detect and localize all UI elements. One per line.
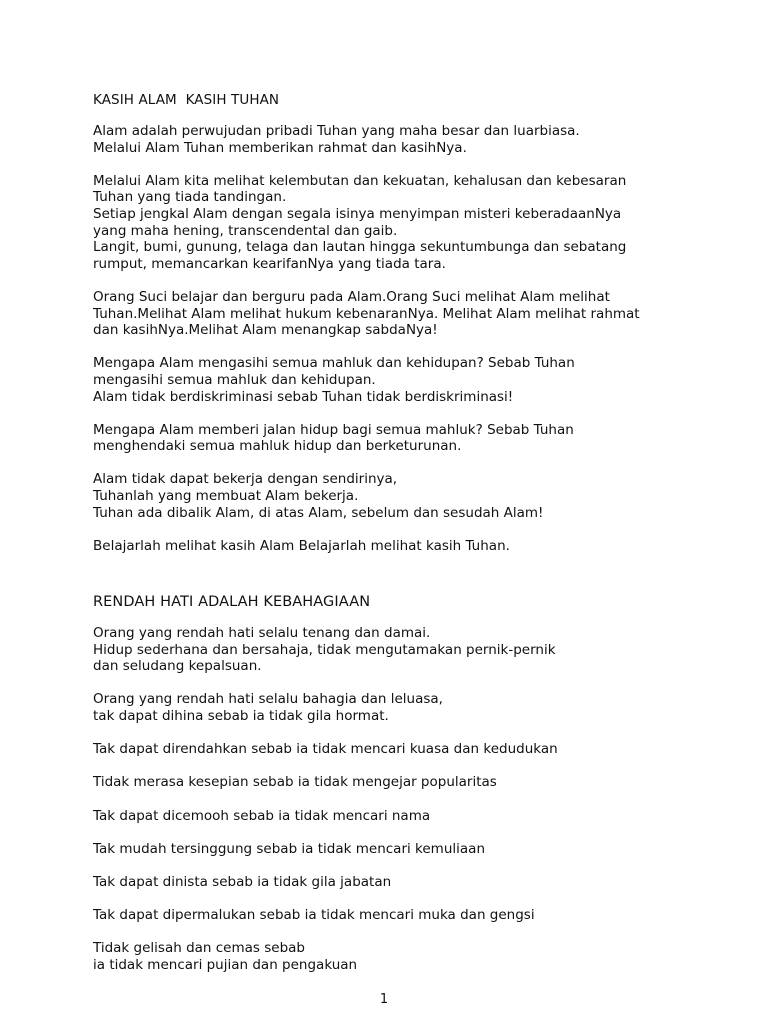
paragraph: Orang yang rendah hati selalu tenang dan damai. Hidup sederhana dan bersahaja, tidak mengutamakan pernik-pernik dan seludang kepalsuan.: [93, 625, 556, 675]
paragraph: Tak dapat dicemooh sebab ia tidak mencari nama: [93, 807, 431, 824]
paragraph: Melalui Alam kita melihat kelembutan dan kekuatan, kehalusan dan kebesaran Tuhan yang tiada tandingan. Setiap jengkal Alam dengan segala isinya menyimpan misteri keberadaanNya yang maha hening, transcendental dan gaib. Langit, bumi, gunung, telaga dan lautan hingga sekuntumbunga dan sebatang rumput, memancarkan kearifanNya yang tiada tara.: [93, 172, 627, 272]
document-body: [93, 92, 733, 974]
section-title-rendah-hati: RENDAH HATI ADALAH KEBAHAGIAAN: [93, 594, 371, 611]
paragraph: Tak mudah tersinggung sebab ia tidak mencari kemuliaan: [93, 840, 485, 857]
section-title-kasih-alam: KASIH ALAM KASIH TUHAN: [93, 92, 280, 108]
paragraph: Alam adalah perwujudan pribadi Tuhan yang maha besar dan luarbiasa. Melalui Alam Tuhan memberikan rahmat dan kasihNya.: [93, 123, 580, 156]
page-number: 1: [379, 992, 389, 1007]
paragraph: Tidak gelisah dan cemas sebab ia tidak mencari pujian dan pengakuan: [93, 940, 358, 973]
paragraph: Tak dapat dinista sebab ia tidak gila jabatan: [93, 873, 392, 890]
paragraph: Tak dapat direndahkan sebab ia tidak mencari kuasa dan kedudukan: [93, 741, 558, 758]
paragraph: Orang Suci belajar dan berguru pada Alam.Orang Suci melihat Alam melihat Tuhan.Melihat Alam melihat hukum kebenaranNya. Melihat Alam melihat rahmat dan kasihNya.Melihat Alam menangkap sabdaNya!: [93, 288, 640, 339]
paragraph: Belajarlah melihat kasih Alam Belajarlah melihat kasih Tuhan.: [93, 537, 510, 554]
paragraph: Mengapa Alam memberi jalan hidup bagi semua mahluk? Sebab Tuhan menghendaki semua mahluk hidup dan berketurunan.: [93, 421, 574, 455]
paragraph: Tidak merasa kesepian sebab ia tidak mengejar popularitas: [93, 774, 497, 791]
paragraph: Tak dapat dipermalukan sebab ia tidak mencari muka dan gengsi: [93, 907, 535, 924]
paragraph: Orang yang rendah hati selalu bahagia dan leluasa, tak dapat dihina sebab ia tidak gila hormat.: [93, 691, 443, 724]
paragraph: Mengapa Alam mengasihi semua mahluk dan kehidupan? Sebab Tuhan mengasihi semua mahluk dan kehidupan. Alam tidak berdiskriminasi sebab Tuhan tidak berdiskriminasi!: [93, 355, 575, 405]
paragraph: Alam tidak dapat bekerja dengan sendirinya, Tuhanlah yang membuat Alam bekerja. Tuhan ada dibalik Alam, di atas Alam, sebelum dan sesudah Alam!: [93, 471, 544, 521]
